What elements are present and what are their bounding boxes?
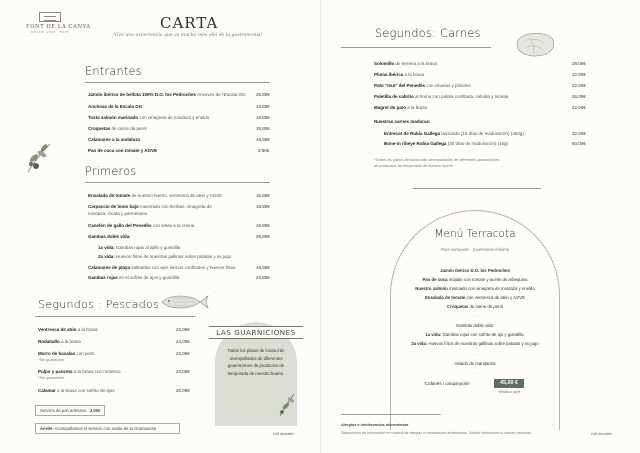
menu-item-desc: mostaza, rúcula y parmesano [88, 211, 148, 216]
iva-note: IVA incluido [273, 431, 294, 436]
menu-item: Gambas doble vida: [88, 234, 131, 239]
divider [413, 188, 541, 189]
menu-item-price: 22,00€ [176, 327, 190, 332]
menu-item-price: 16,80€ [256, 223, 270, 228]
menu-item-price: 18,80€ [256, 137, 270, 142]
menu-item: Magret de pato a la brasa [374, 105, 428, 110]
terracota-line: 2a vida: Huevos fritos de nuestras gallinas sobre patatas y su jugo [411, 341, 539, 346]
logo-name: FONT DE LA CANYA [26, 24, 91, 30]
menu-item: Pato "mut" del Penedès con ciruelas y piñones [374, 83, 471, 88]
menu-item: Canelón de gallo del Penedès con setas a la crema [88, 223, 195, 228]
menu-item-price: 15,80€ [256, 193, 270, 198]
terracota-line: Nuestro salmón marinado con vinagreta de mostaza y eneldo [415, 286, 535, 291]
menu-item-price: 28,80€ [256, 234, 270, 239]
olive-branch-icon [24, 140, 54, 176]
menu-item-price: 32,00€ [572, 131, 586, 136]
carnes-note: de productos de temporada de nuestro huerto. [374, 163, 455, 168]
maduras-heading: Nuestras carnes maduras: [374, 119, 431, 124]
guarniciones-title: LAS GUARNICIONES [209, 326, 303, 339]
menu-item-price: 26,80€ [256, 92, 270, 97]
terracota-line: Helado de mandarina [454, 361, 496, 366]
menu-item-sub: 2a vida: Huevos fritos de nuestras gallinas sobre patatas y su jugo [98, 254, 232, 259]
menu-item-price: 19,80€ [256, 265, 270, 270]
meat-steak-icon [513, 30, 557, 58]
menu-item: Carpaccio de lomo bajo macerado con hierbas, vinagreta de [88, 204, 212, 209]
menu-item: Tosta salmón marinado con vinagreta de mostaza y eneldo [88, 115, 210, 120]
herb-sprig-icon [276, 392, 298, 418]
menu-item-price: 3,80€ [258, 148, 270, 153]
menu-item: Calamar a la brasa con sofrito de ajos [38, 388, 115, 393]
divider [35, 316, 195, 317]
pescados-title: Segundos : Pescados [38, 298, 160, 311]
page-title: CARTA [160, 14, 219, 32]
menu-item-price: 20,00€ [176, 388, 190, 393]
menu-item-price: 60,00€ [572, 141, 586, 146]
terracota-line: Croquetas de carne de perol [447, 304, 503, 309]
menu-item: Calamares a la andaluza [88, 137, 141, 142]
menu-item-price: 22,00€ [176, 351, 190, 356]
menu-item: Jamón ibérico de bellota 100% D.O. los Pedroches Anxoves de l'Escala OO [88, 92, 246, 97]
allergy-title: Alergias e intolerancias alimentarias [341, 422, 409, 427]
page-subtitle: ¡Vive una experiencia que va mucho más allá de la gastronomía! [112, 33, 263, 38]
menu-item: Ensalada de tomate de nuestro huerto, ventresca de atún y AOVE [88, 193, 223, 198]
menu-item: Ventresca de atún a la brasa [38, 327, 98, 332]
menu-item-price: 28,00€ [572, 61, 586, 66]
menu-item: Pluma ibérica a la brasa [374, 72, 425, 77]
menu-item: Entrecot de Rubia Gallega laminado (15 días de maduración) (350g) [384, 131, 524, 136]
logo [26, 12, 91, 34]
terracota-title: Menú Terracota [434, 228, 516, 240]
allergy-text: Disponemos de información en materia de alergias e intolerancias alimentarias. Solicite información a nuestro personal. [341, 431, 532, 435]
menu-item: Solomillo de ternera a la brasa [374, 61, 438, 66]
menu-price-note: *Bebida a parte [497, 390, 521, 394]
menu-item-price: 18,80€ [256, 104, 270, 109]
guarniciones-text: Todos los platos de brasa irán acompañados de diferentes guarniciones de productos de temporada de nuestro huerto. [227, 348, 285, 376]
menu-item-price: 15,80€ [256, 115, 270, 120]
oil-service: Aceite: Acompañamos el servicio con aceite de la Gramanosa [35, 423, 180, 434]
carnes-note: *Todos los platos de brasa irán acompañados de diferentes guarniciones [374, 157, 500, 162]
menu-item-price: 22,00€ [572, 83, 586, 88]
menu-item-price: 26,00€ [572, 94, 586, 99]
terracota-line: Gambas doble vida: [455, 323, 495, 328]
primeros-title: Primeros [85, 165, 137, 178]
menu-item-sub: 1a vida: Gambas rojas al ajillo y guindilla [98, 245, 181, 250]
menu-price-badge: 45,00 € [494, 379, 524, 388]
menu-item-price: 18,80€ [256, 204, 270, 209]
terracota-line: Jamón ibérico D.O. los Pedroches [440, 268, 510, 273]
divider [85, 82, 270, 83]
menu-item: Paletilla de cabrito al horno con patata confitada, cebolla y tomate [374, 94, 509, 99]
menu-item: Bone-in ribeye Rubia Gallega (30 días de maduración) (1kg) [384, 141, 509, 146]
menu-item: Croquetas de carne de perol [88, 126, 147, 131]
divider [85, 182, 270, 183]
separator: ... [473, 313, 477, 318]
menu-item: Rodaballo a la brasa [38, 339, 81, 344]
terracota-line: 1a vida: Gambas rojas con sofrito de ajo y guindilla. [425, 332, 525, 337]
terracota-line: Pan de coca mojado con tomate y aceite de arbequina [422, 277, 528, 282]
menu-item: Pan de coca con tomate y AOVE [88, 148, 158, 153]
separator: ... [473, 370, 477, 375]
menu-item-price: 22,80€ [256, 275, 270, 280]
menu-item-price: 24,00€ [176, 339, 190, 344]
menu-item-note: *Sin guarnición [38, 357, 65, 362]
terracota-line: 'Cafanés i carquinyolis' [424, 381, 470, 386]
terracota-line: Ensalada de tomate con ventresca de atún y AOVE [424, 295, 526, 300]
fish-icon [160, 293, 210, 311]
menu-item-price: 22,00€ [572, 72, 586, 77]
menu-item-price: 22,00€ [176, 369, 190, 374]
menu-item: Morro de bacalao con pisto [38, 351, 95, 356]
iva-note: IVA incluido [591, 431, 612, 436]
terracota-arch [390, 210, 560, 430]
divider [341, 47, 491, 48]
menu-item: Calamares de playa salteados con ajos tiernos confitados y huevos fritos [88, 265, 236, 270]
logo-subtitle: DESDE 1880 · BCN [31, 30, 69, 34]
separator: ... [473, 351, 477, 356]
menu-item-price: 15,80€ [256, 126, 270, 131]
terracota-subtitle: Para compartir - 2 personas mínimo [440, 247, 510, 252]
menu-item: Pulpo y panceta a la brasa con romesco [38, 369, 121, 374]
menu-item: Anchoas de la Escala OO [88, 104, 143, 109]
logo-emblem-icon [39, 12, 61, 22]
bread-service: Servicio de pan artesano 3,00€ [35, 405, 105, 416]
carnes-title: Segundos: Carnes [375, 27, 481, 40]
menu-item-note: *Sin guarnición [38, 375, 65, 380]
menu-item-price: 22,00€ [572, 105, 586, 110]
entrantes-title: Entrantes [85, 65, 142, 78]
divider [341, 414, 441, 415]
menu-item: Gambas rojas en el sofrito de ajos y guindilla [88, 275, 180, 280]
